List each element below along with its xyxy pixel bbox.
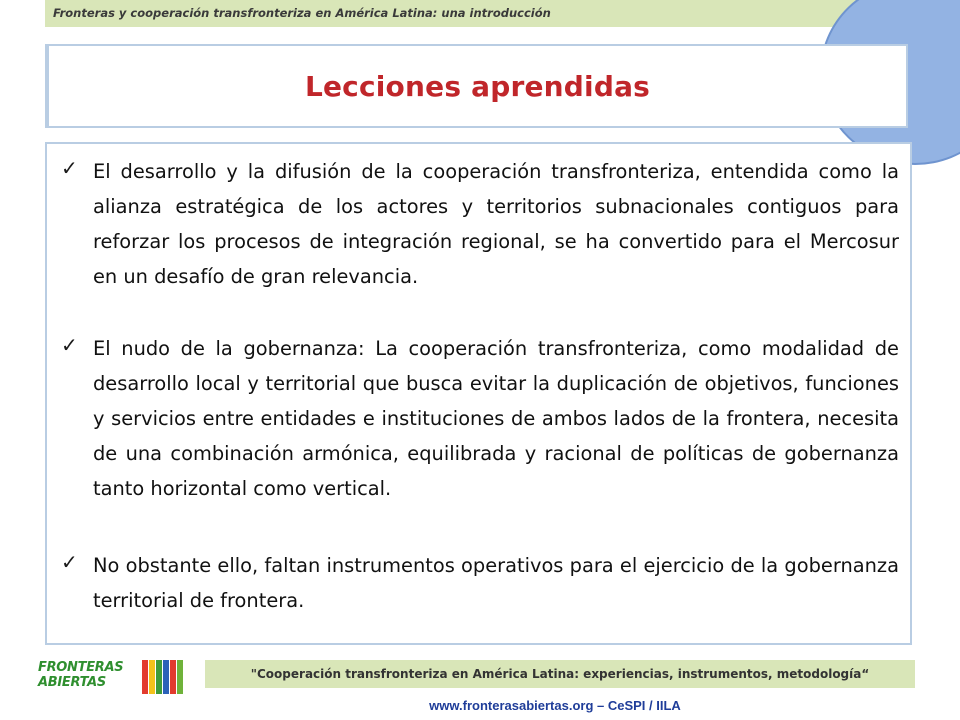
- bullet-text: No obstante ello, faltan instrumentos operativos para el ejercicio de la gobernanza territorial de frontera.: [93, 554, 899, 612]
- check-icon: ✓: [61, 333, 78, 357]
- logo-stripe: [177, 660, 183, 694]
- check-icon: ✓: [61, 550, 78, 574]
- logo-text: [38, 660, 138, 690]
- logo-line-2: ABIERTAS: [38, 675, 106, 690]
- logo-stripes: [142, 660, 184, 694]
- bullet-text: El nudo de la gobernanza: La cooperación transfronteriza, como modalidad de desarrollo local y territorial que busca evitar la duplicación de objetivos, funciones y servicios entre entidades e instituciones de ambos lados de la frontera, necesita de una combinación armónica, equilibrada y racional de políticas de gobernanza tanto horizontal como vertical.: [93, 337, 899, 500]
- check-icon: ✓: [61, 156, 78, 180]
- logo-stripe: [170, 660, 176, 694]
- logo-stripe: [163, 660, 169, 694]
- slide-title: Lecciones aprendidas: [304, 69, 651, 103]
- logo-stripe: [156, 660, 162, 694]
- logo-line-1: FRONTERAS: [38, 660, 124, 675]
- footer-site-link[interactable]: www.fronterasabiertas.org – CeSPI / IILA: [429, 698, 681, 713]
- bullet-text: El desarrollo y la difusión de la cooperación transfronteriza, entendida como la alianza estratégica de los actores y territorios subnacionales contiguos para reforzar los procesos de integración regional, se ha convertido para el Mercosur en un desafío de gran relevancia.: [93, 160, 899, 288]
- footer-banner: "Cooperación transfronteriza en América Latina: experiencias, instrumentos, metodología“: [205, 660, 915, 688]
- content-box: [45, 142, 912, 645]
- title-box: [45, 44, 908, 128]
- header-banner: Fronteras y cooperación transfronteriza en América Latina: una introducción: [45, 0, 915, 27]
- logo-stripe: [142, 660, 148, 694]
- fronteras-abiertas-logo: [38, 660, 193, 694]
- logo-stripe: [149, 660, 155, 694]
